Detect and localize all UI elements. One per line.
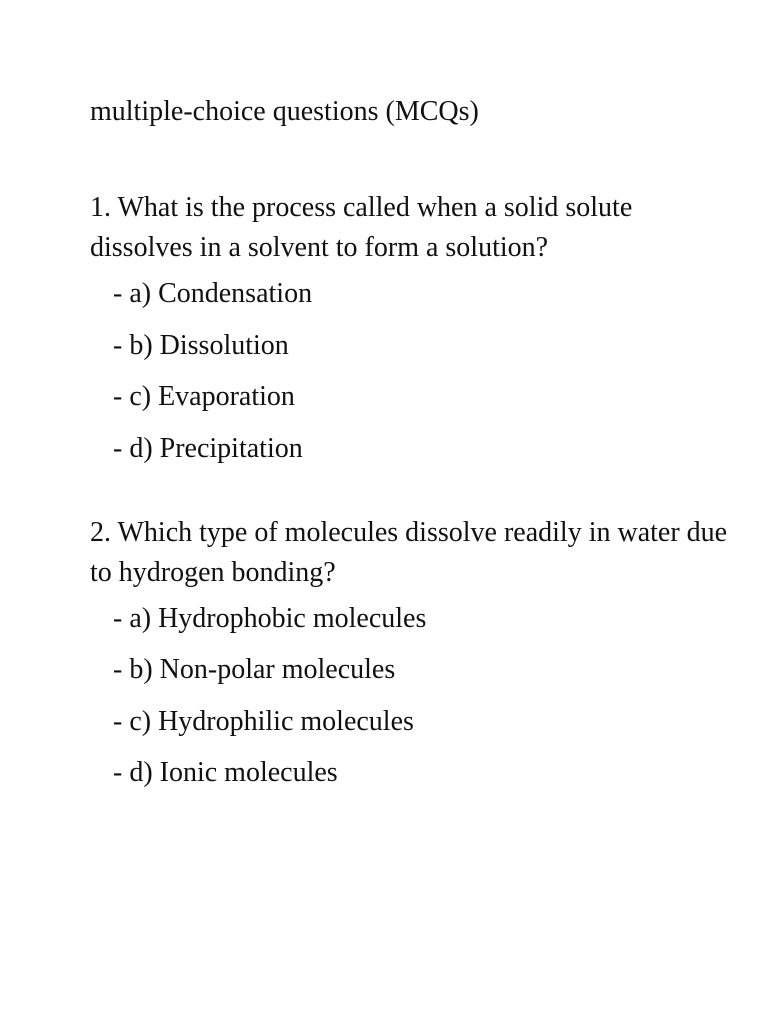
document-title: multiple-choice questions (MCQs)	[90, 96, 479, 127]
option-c: - c) Evaporation	[113, 381, 295, 412]
option-a: - a) Condensation	[113, 278, 313, 309]
option-list	[90, 599, 730, 794]
option-d: - d) Precipitation	[113, 432, 303, 464]
option-b: - b) Dissolution	[113, 329, 289, 361]
option-c: - c) Hydrophilic molecules	[113, 705, 414, 737]
option-list	[90, 274, 730, 469]
option-b: - b) Non-polar molecules	[113, 654, 396, 685]
question-2	[90, 513, 730, 794]
question-text: 1. What is the process called when a solid solute dissolves in a solvent to form a solution?	[90, 192, 633, 263]
question-1	[90, 188, 730, 469]
option-a: - a) Hydrophobic molecules	[113, 602, 427, 634]
option-d: - d) Ionic molecules	[113, 757, 338, 788]
document-page	[90, 92, 730, 837]
question-text: 2. Which type of molecules dissolve readily in water due to hydrogen bonding?	[90, 516, 728, 588]
